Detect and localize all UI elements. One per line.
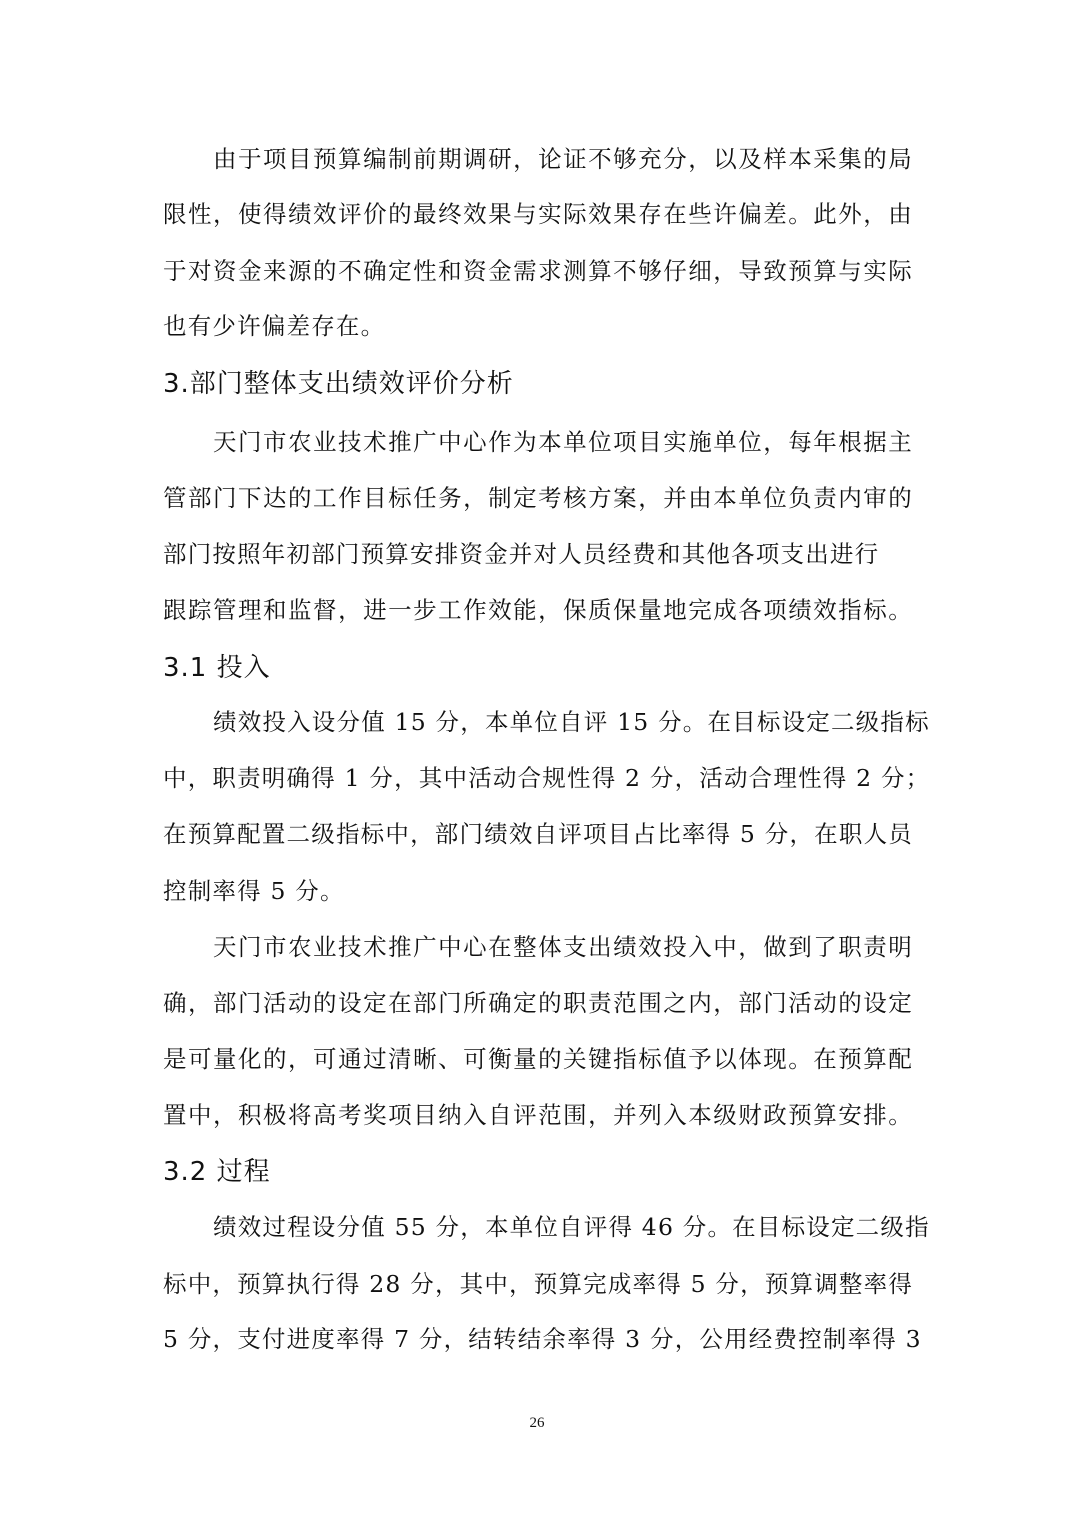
section-heading-3-2: 3.2 过程 <box>163 1157 271 1187</box>
paragraph-4-line-1: 天门市农业技术推广中心在整体支出绩效投入中，做到了职责明 <box>213 933 913 961</box>
paragraph-1-line-1: 由于项目预算编制前期调研，论证不够充分，以及样本采集的局 <box>213 145 913 173</box>
paragraph-1-line-2: 限性，使得绩效评价的最终效果与实际效果存在些许偏差。此外，由 <box>163 200 913 228</box>
paragraph-5-line-2: 标中，预算执行得 28 分，其中，预算完成率得 5 分，预算调整率得 <box>163 1270 914 1298</box>
paragraph-3-line-4: 控制率得 5 分。 <box>163 877 345 905</box>
paragraph-2-line-4: 跟踪管理和监督，进一步工作效能，保质保量地完成各项绩效指标。 <box>163 596 913 624</box>
paragraph-2-line-3: 部门按照年初部门预算安排资金并对人员经费和其他各项支出进行 <box>163 540 880 568</box>
paragraph-2-line-2: 管部门下达的工作目标任务，制定考核方案，并由本单位负责内审的 <box>163 484 913 512</box>
paragraph-1-line-3: 于对资金来源的不确定性和资金需求测算不够仔细，导致预算与实际 <box>163 257 913 285</box>
paragraph-4-line-3: 是可量化的，可通过清晰、可衡量的关键指标值予以体现。在预算配 <box>163 1045 913 1073</box>
section-heading-3: 3.部门整体支出绩效评价分析 <box>163 369 514 399</box>
paragraph-5-line-1: 绩效过程设分值 55 分，本单位自评得 46 分。在目标设定二级指 <box>213 1213 930 1241</box>
section-heading-3-1: 3.1 投入 <box>163 653 271 683</box>
paragraph-2-line-1: 天门市农业技术推广中心作为本单位项目实施单位，每年根据主 <box>213 428 913 456</box>
paragraph-3-line-3: 在预算配置二级指标中，部门绩效自评项目占比率得 5 分，在职人员 <box>163 820 913 848</box>
paragraph-3-line-1: 绩效投入设分值 15 分，本单位自评 15 分。在目标设定二级指标 <box>213 708 930 736</box>
paragraph-5-line-3: 5 分，支付进度率得 7 分，结转结余率得 3 分，公用经费控制率得 3 <box>163 1325 922 1353</box>
paragraph-4-line-4: 置中，积极将高考奖项目纳入自评范围，并列入本级财政预算安排。 <box>163 1101 913 1129</box>
paragraph-4-line-2: 确，部门活动的设定在部门所确定的职责范围之内，部门活动的设定 <box>163 989 913 1017</box>
paragraph-3-line-2: 中，职责明确得 1 分，其中活动合规性得 2 分，活动合理性得 2 分； <box>163 764 931 792</box>
page-number: 26 <box>529 1415 545 1431</box>
paragraph-1-line-4: 也有少许偏差存在。 <box>163 312 386 340</box>
